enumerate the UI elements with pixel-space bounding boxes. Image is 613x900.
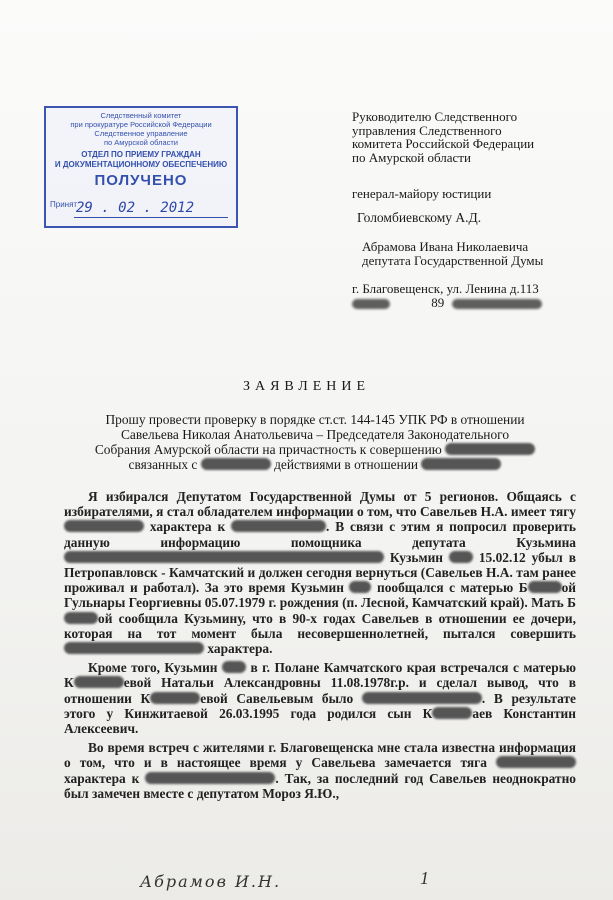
- intro-line: Савельева Николая Анатольевича – Председателя Законодательного: [120, 427, 510, 442]
- stamp-received: ПОЛУЧЕНО: [94, 172, 188, 189]
- paragraph-text: характера к: [64, 770, 140, 786]
- paragraph-text: пообщался с матерью Б: [376, 580, 528, 596]
- sender-position: депутата Государственной Думы: [362, 253, 544, 268]
- sender-name: Абрамова Ивана Николаевича: [362, 239, 529, 254]
- intro-text: связанных с: [128, 457, 198, 472]
- redaction: [222, 661, 246, 673]
- paragraph-text: характера к: [149, 519, 226, 535]
- paragraph-text: Кузьмин: [389, 549, 444, 565]
- paragraph-text: Во время встреч с жителями г. Благовещенска мне стала известна информация о том, что и в настоящее время у Савельева замечается тяга: [64, 740, 576, 771]
- sender-phone: [352, 296, 542, 310]
- addressee-line: по Амурской области: [352, 149, 471, 165]
- redaction: [528, 581, 562, 593]
- stamp-date: 29 . 02 . 2012: [76, 200, 195, 216]
- addressee-line: управления Следственного: [352, 122, 502, 138]
- addressee-rank: генерал-майору юстиции: [352, 186, 492, 201]
- stamp-dept: ОТДЕЛ ПО ПРИЕМУ ГРАЖДАН: [81, 150, 201, 159]
- intro-text: Собрания Амурской области на причастность к совершению: [94, 442, 442, 457]
- redaction: [349, 581, 371, 593]
- stamp-dept: И ДОКУМЕНТАЦИОННОМУ ОБЕСПЕЧЕНИЮ: [54, 160, 228, 169]
- received-stamp: [44, 106, 238, 228]
- redaction: [64, 520, 144, 532]
- redaction: [421, 458, 501, 470]
- redaction: [145, 772, 275, 784]
- paragraph-text: . В результате этого у Кинжитаевой 26.03.1995 года родился сын К: [64, 690, 576, 721]
- paragraph-text: евой Натальи Александровны 11.08.1978г.р. и сделал вывод, что в отношении К: [64, 675, 576, 706]
- stamp-line: при прокуратуре Российской Федерации: [70, 120, 212, 129]
- stamp-underline: [74, 217, 228, 218]
- stamp-line: по Амурской области: [103, 138, 178, 147]
- phone-prefix: 89: [431, 295, 445, 310]
- redaction: [64, 612, 98, 624]
- intro-line: Прошу провести проверку в порядке ст.ст. 144-145 УПК РФ в отношении: [105, 412, 525, 427]
- redaction: [74, 676, 124, 688]
- intro-paragraph: [60, 412, 570, 472]
- intro-text: действиями в отношении: [274, 457, 419, 472]
- page-mark: 1: [420, 868, 429, 888]
- addressee-line: комитета Российской Федерации: [352, 136, 535, 151]
- paragraph-text: ой Гульнары Георгиевны 05.07.1979 г. рождения (п. Лесной, Камчатский край). Мать Б: [64, 580, 576, 611]
- intro-line: [60, 457, 570, 472]
- redaction: [150, 692, 200, 704]
- paragraph-text: Кроме того, Кузьмин: [88, 660, 218, 676]
- redaction: [432, 707, 472, 719]
- paragraph-text: . В связи с этим я попросил проверить данную информацию помощника депутата Кузьмина: [64, 519, 576, 550]
- paragraph-text: евой Савельевым было: [200, 690, 354, 706]
- addressee-line: Руководителю Следственного: [352, 109, 518, 124]
- statement-body: [64, 489, 576, 805]
- paragraph-1: [64, 489, 576, 656]
- redaction: [201, 458, 271, 470]
- paragraph-text: Я избирался Депутатом Государственной Думы от 5 регионов. Общаясь с избирателями, я стал обладателем информации о том, что Савельев Н.А. имеет тягу: [64, 489, 576, 520]
- addressee-block: [352, 110, 534, 164]
- stamp-line: Следственное управление: [94, 129, 188, 138]
- addressee-name: Голомбиевскому А.Д.: [357, 210, 482, 225]
- sender-address: г. Благовещенск, ул. Ленина д.113: [352, 281, 539, 296]
- paragraph-text: 15.02.12 убыл в Петропавловск - Камчатский и должен сегодня вернуться (Савельев Н.А. там ранее проживал и работал). За это время Кузьмин: [64, 549, 576, 596]
- redaction: [362, 692, 482, 704]
- paragraph-text: характера.: [207, 641, 273, 657]
- redaction: [231, 520, 326, 532]
- paragraph-text: ой сообщила Кузьмину, что в 90-х годах Савельев в отношении ее дочери, которая на тот момент была несовершеннолетней, пытался совершить: [64, 610, 576, 641]
- paragraph-text: в г. Полане Камчатского края встречался с матерью К: [64, 660, 577, 691]
- redaction: [445, 443, 535, 455]
- stamp-line: Следственный комитет: [100, 111, 182, 120]
- paragraph-3: [64, 740, 576, 801]
- handwritten-signature: Абрамов И.Н.: [140, 872, 282, 891]
- stamp-accepted-label: Принят: [50, 200, 78, 209]
- document-title: ЗАЯВЛЕНИЕ: [242, 379, 371, 394]
- redaction: [452, 299, 542, 309]
- redaction: [496, 756, 576, 768]
- redaction: [64, 551, 384, 563]
- redaction: [64, 642, 204, 654]
- paragraph-text: аев Константин Алексеевич.: [64, 705, 576, 737]
- redaction: [352, 299, 390, 309]
- paragraph-2: [64, 660, 576, 736]
- redaction: [449, 551, 473, 563]
- sender-block: [362, 240, 543, 268]
- paragraph-text: . Так, за последний год Савельев неоднократно был замечен вместе с депутатом Мороз Я.Ю.,: [64, 770, 576, 801]
- intro-line: [60, 442, 570, 457]
- sender-address-block: [352, 282, 542, 310]
